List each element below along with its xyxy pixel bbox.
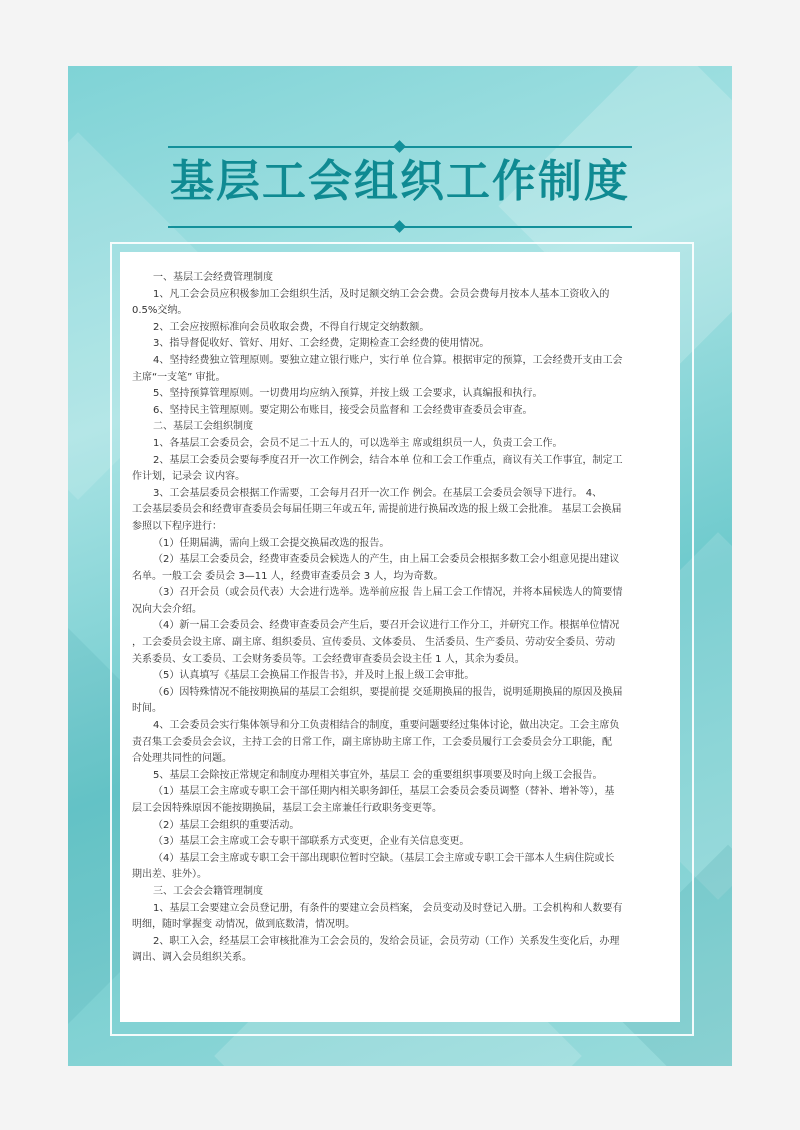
text-line: （5）认真填写《基层工会换届工作报告书》，并及时上报上级工会审批。 <box>153 670 475 682</box>
text-line: 4、坚持经费独立管理原则。要独立建立银行账户，实行单 位合算。根据审定的预算，工会经费开支由工会 <box>153 354 623 366</box>
text-line: 5、坚持预算管理原则。一切费用均应纳入预算，并按上级 工会要求，认真编报和执行。 <box>153 388 543 400</box>
text-line: 一、基层工会经费管理制度 <box>153 272 273 283</box>
poster <box>68 66 732 1066</box>
title-top-diamond <box>393 140 406 153</box>
text-line: 关系委员、女工委员、工会财务委员等。工会经费审查委员会设主任 1 人，其余为委员。 <box>132 653 525 665</box>
text-line: 2、工会应按照标准向会员收取会费，不得自行规定交纳数额。 <box>153 321 430 333</box>
text-line: （2）基层工会组织的重要活动。 <box>153 819 300 831</box>
text-line: （2）基层工会委员会，经费审查委员会候选人的产生，由上届工会委员会根据多数工会小组意见提出建议 <box>153 554 620 566</box>
text-line: （1）任期届满，需向上级工会提交换届改选的报告。 <box>153 537 390 549</box>
text-line: 责召集工会委员会会议，主持工会的日常工作，副主席协助主席工作，工会委员履行工会委员会分工职能，配 <box>132 736 612 748</box>
text-line: 2、职工入会，经基层工会审核批准为工会会员的，发给会员证，会员劳动（工作）关系发生变化后，办理 <box>153 935 620 947</box>
text-line: 2、基层工会委员会要每季度召开一次工作例会，结合本单 位和工会工作重点，商议有关工作事宜，制定工 <box>153 454 623 466</box>
text-line: 名单。一般工会 委员会 3—11 人，经费审查委员会 3 人，均为奇数。 <box>132 570 444 582</box>
text-line: （3）召开会员（或会员代表）大会进行选举。选举前应报 告上届工会工作情况，并将本届候选人的简要情 <box>153 587 623 599</box>
text-line: 工会基层委员会和经费审查委员会每届任期三年或五年, 需提前进行换届改选的报上级工会批准。 基层工会换届 <box>132 504 622 516</box>
text-line: 况向大会介绍。 <box>132 603 202 615</box>
text-line: 时间。 <box>132 703 162 715</box>
text-line: 5、基层工会除按正常规定和制度办理相关事宜外，基层工 会的重要组织事项要及时向上级工会报告。 <box>153 769 603 781</box>
text-line: （4）新一届工会委员会、经费审查委员会产生后，要召开会议进行工作分工，并研究工作。根据单位情况 <box>153 620 620 632</box>
text-line: 1、凡工会会员应积极参加工会组织生活，及时足额交纳工会会费。会员会费每月按本人基本工资收入的 <box>153 288 610 300</box>
text-line: （1）基层工会主席或专职工会干部任期内相关职务卸任，基层工会委员会委员调整（替补、增补等），基 <box>153 786 615 798</box>
text-line: （3）基层工会主席或工会专职干部联系方式变更，企业有关信息变更。 <box>153 836 470 848</box>
text-line: 6、坚持民主管理原则。要定期公布账目，接受会员监督和 工会经费审查委员会审查。 <box>153 404 533 416</box>
text-line: 二、基层工会组织制度 <box>153 421 253 433</box>
text-line: 作计划，记录会 议内容。 <box>132 471 246 483</box>
text-line: 3、指导督促收好、管好、用好、工会经费，定期检查工会经费的使用情况。 <box>153 338 490 350</box>
document-body <box>120 252 680 1022</box>
page-title: 基层工会组织工作制度 <box>170 156 630 207</box>
text-line: ，工会委员会设主席、副主席、组织委员、宣传委员、文体委员、 生活委员、生产委员、劳动安全委员、劳动 <box>132 637 616 649</box>
text-line: 合处理共同性的问题。 <box>132 753 232 765</box>
text-line: （6）因特殊情况不能按期换届的基层工会组织，要提前提 交延期换届的报告，说明延期换届的原因及换届 <box>153 686 623 698</box>
title-bottom-diamond <box>393 220 406 233</box>
text-line: 三、工会会会籍管理制度 <box>153 885 263 897</box>
text-line: 1、基层工会要建立会员登记册，有条件的要建立会员档案， 会员变动及时登记入册。工会机构和人数要有 <box>153 902 623 914</box>
text-line: 主席“一支笔” 审批。 <box>132 371 226 383</box>
text-line: （4）基层工会主席或专职工会干部出现职位暂时空缺。（基层工会主席或专职工会干部本人生病住院或长 <box>153 852 615 864</box>
text-line: 层工会因特殊原因不能按期换届，基层工会主席兼任行政职务变更等。 <box>132 803 442 814</box>
text-line: 期出差、驻外）。 <box>132 869 207 881</box>
text-line: 参照以下程序进行： <box>132 520 222 532</box>
text-line: 3、工会基层委员会根据工作需要，工会每月召开一次工作 例会。在基层工会委员会领导下进行。 4、 <box>153 487 603 499</box>
text-line: 1、各基层工会委员会，会员不足二十五人的，可以选举主 席或组织员一人，负责工会工作。 <box>153 437 563 449</box>
text-line: 0.5%交纳。 <box>132 305 188 317</box>
text-line: 调出、调入会员组织关系。 <box>132 952 252 964</box>
text-line: 明细，随时掌握变 动情况，做到底数清，情况明。 <box>132 919 356 931</box>
title-area <box>68 154 732 210</box>
text-line: 4、工会委员会实行集体领导和分工负责相结合的制度，重要问题要经过集体讨论，做出决定。工会主席负 <box>153 720 620 732</box>
